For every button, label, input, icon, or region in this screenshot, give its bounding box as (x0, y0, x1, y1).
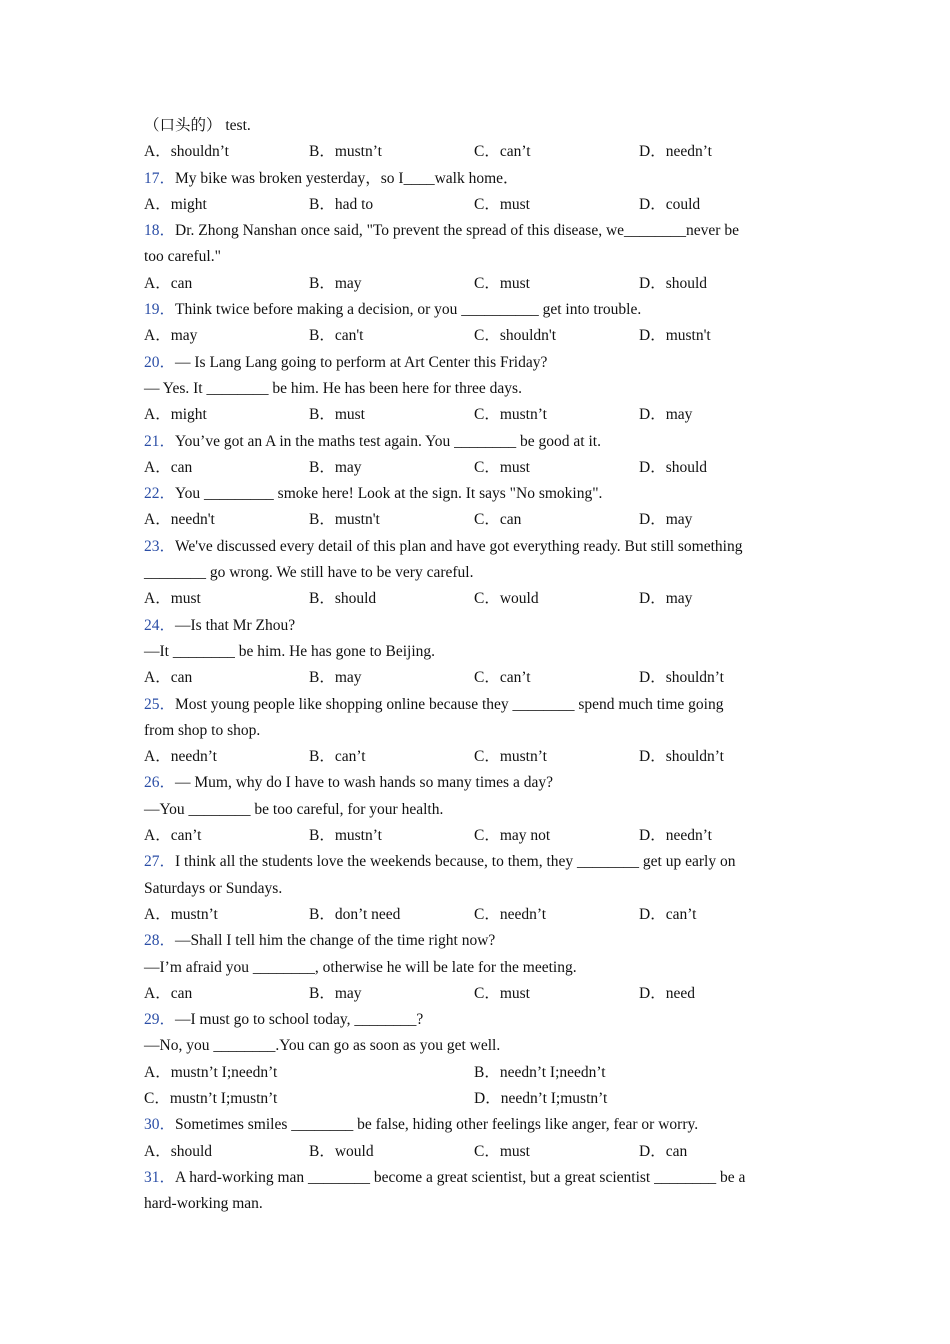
option: B．can’t (309, 748, 366, 766)
option: A．might (144, 406, 207, 424)
option: B．can't (309, 327, 364, 345)
option: D．should (639, 274, 708, 292)
options-row (144, 402, 804, 428)
question-stem-cont (144, 876, 804, 902)
option: B．don’t need (309, 905, 401, 923)
question-stem (144, 849, 804, 875)
question-stem (144, 481, 804, 507)
option: D．shouldn’t (639, 669, 724, 687)
options-row (144, 139, 804, 165)
question-20 (144, 350, 804, 429)
options-row (144, 586, 804, 612)
question-number: 27． (144, 853, 176, 871)
question-text: —Is that Mr Zhou? (175, 616, 296, 634)
question-stem (144, 692, 804, 718)
option: C．must (474, 458, 530, 476)
option: C．may not (474, 827, 551, 845)
option: D．should (639, 458, 708, 476)
option: C．must (474, 1142, 530, 1160)
option: C．needn’t (474, 905, 547, 923)
question-text: —No, you ________.You can go as soon as you get well. (144, 1037, 501, 1055)
option: D．mustn't (639, 327, 711, 345)
option: D．may (639, 511, 693, 529)
options-row (144, 192, 804, 218)
option: D．can’t (639, 905, 697, 923)
option: A．can’t (144, 827, 202, 845)
question-18 (144, 218, 804, 297)
option: C．shouldn't (474, 327, 557, 345)
question-number: 22． (144, 485, 176, 503)
option: A．needn’t (144, 748, 217, 766)
option: D．could (639, 195, 701, 213)
question-text: —I’m afraid you ________, otherwise he will be late for the meeting. (144, 958, 577, 976)
option: C．mustn’t I;mustn’t (144, 1089, 278, 1107)
option: D．may (639, 590, 693, 608)
question-23 (144, 534, 804, 613)
question-30 (144, 1112, 804, 1165)
question-stem-cont (144, 955, 804, 981)
option: D．needn’t (639, 143, 712, 161)
option: A．shouldn’t (144, 143, 229, 161)
question-number: 19． (144, 301, 176, 319)
options-row (144, 981, 804, 1007)
question-text: too careful." (144, 248, 221, 266)
question-stem (144, 1007, 804, 1033)
question-text: — Yes. It ________ be him. He has been here for three days. (144, 379, 522, 397)
option: B．mustn’t (309, 143, 382, 161)
option: C．must (474, 274, 530, 292)
option: B．may (309, 984, 362, 1002)
question-22 (144, 481, 804, 534)
option: A．mustn’t I;needn’t (144, 1063, 278, 1081)
option: A．can (144, 458, 193, 476)
option: D．needn’t (639, 827, 712, 845)
question-21 (144, 429, 804, 482)
option: B．may (309, 458, 362, 476)
question-text: —Shall I tell him the change of the time right now? (175, 932, 496, 950)
question-stem-cont (144, 639, 804, 665)
option: C．mustn’t (474, 748, 547, 766)
question-number: 28． (144, 932, 176, 950)
question-stem-cont (144, 1191, 804, 1217)
question-text: — Mum, why do I have to wash hands so many times a day? (175, 774, 553, 792)
options-row (144, 665, 804, 691)
question-text: We've discussed every detail of this plan and have got everything ready. But still something (175, 537, 743, 555)
option: D．shouldn’t (639, 748, 724, 766)
question-stem (144, 613, 804, 639)
question-text: — Is Lang Lang going to perform at Art Center this Friday? (175, 353, 548, 371)
option: C．can’t (474, 669, 531, 687)
question-text: Most young people like shopping online because they ________ spend much time going (175, 695, 724, 713)
question-stem (144, 297, 804, 323)
question-stem-cont (144, 1033, 804, 1059)
question-31 (144, 1165, 804, 1218)
option: D．needn’t I;mustn’t (474, 1089, 608, 1107)
question-stem (144, 770, 804, 796)
question-number: 30． (144, 1116, 176, 1134)
question-text: Sometimes smiles ________ be false, hiding other feelings like anger, fear or worry. (175, 1116, 699, 1134)
question-text: I think all the students love the weekends because, to them, they ________ get up early on (175, 853, 736, 871)
question-25 (144, 692, 804, 771)
question-text: Saturdays or Sundays. (144, 879, 283, 897)
option: A．may (144, 327, 198, 345)
question-number: 20． (144, 353, 176, 371)
question-24 (144, 613, 804, 692)
question-stem (144, 218, 804, 244)
question-text: My bike was broken yesterday，so I____walk home． (175, 169, 519, 187)
question-number: 24． (144, 616, 176, 634)
option: A．must (144, 590, 201, 608)
options-row (144, 744, 804, 770)
question-stem (144, 1165, 804, 1191)
option: B．mustn't (309, 511, 380, 529)
options-row (144, 1060, 804, 1086)
question-28 (144, 928, 804, 1007)
option: B．may (309, 669, 362, 687)
question-number: 21． (144, 432, 176, 450)
question-number: 31． (144, 1168, 176, 1186)
option: B．had to (309, 195, 374, 213)
option: B．may (309, 274, 362, 292)
option: B．would (309, 1142, 374, 1160)
options-row (144, 1086, 804, 1112)
option: A．can (144, 274, 193, 292)
question-19 (144, 297, 804, 350)
option: B．mustn’t (309, 827, 382, 845)
option: A．should (144, 1142, 213, 1160)
options-row (144, 902, 804, 928)
question-stem (144, 1112, 804, 1138)
question-text: —It ________ be him. He has gone to Beijing. (144, 642, 436, 660)
option: B．needn’t I;needn’t (474, 1063, 606, 1081)
question-stem (144, 534, 804, 560)
question-stem (144, 429, 804, 455)
question-text: A hard-working man ________ become a great scientist, but a great scientist ________ be a (175, 1168, 746, 1186)
question-stem (144, 166, 804, 192)
question-stem-cont (144, 560, 804, 586)
question-text: Think twice before making a decision, or you __________ get into trouble. (175, 301, 642, 319)
question-number: 25． (144, 695, 176, 713)
option: C．must (474, 195, 530, 213)
question-number: 29． (144, 1011, 176, 1029)
question-text: ________ go wrong. We still have to be very careful. (144, 564, 474, 582)
question-number: 23． (144, 537, 176, 555)
option: A．can (144, 984, 193, 1002)
question-list (144, 113, 804, 1217)
question-16-continuation: （口头的） test. (144, 117, 251, 134)
question-stem-cont (144, 244, 804, 270)
question-26 (144, 770, 804, 849)
question-text: from shop to shop. (144, 721, 261, 739)
option: A．might (144, 195, 207, 213)
question-stem-cont (144, 376, 804, 402)
question-number: 18． (144, 222, 176, 240)
options-row (144, 823, 804, 849)
options-row (144, 507, 804, 533)
option: C．would (474, 590, 539, 608)
option: C．can (474, 511, 522, 529)
question-number: 26． (144, 774, 176, 792)
option: D．may (639, 406, 693, 424)
option: B．must (309, 406, 365, 424)
question-17 (144, 166, 804, 219)
question-stem-cont (144, 797, 804, 823)
option: C．must (474, 984, 530, 1002)
question-text: hard-working man. (144, 1195, 263, 1213)
option: A．needn't (144, 511, 215, 529)
question-29 (144, 1007, 804, 1112)
options-row (144, 323, 804, 349)
question-text: —You ________ be too careful, for your health. (144, 800, 444, 818)
question-text: You’ve got an A in the maths test again. You ________ be good at it. (175, 432, 601, 450)
question-27 (144, 849, 804, 928)
option: D．can (639, 1142, 688, 1160)
question-text: You _________ smoke here! Look at the sign. It says "No smoking". (175, 485, 603, 503)
question-text: —I must go to school today, ________? (175, 1011, 424, 1029)
option: C．mustn’t (474, 406, 547, 424)
question-number: 17． (144, 169, 176, 187)
option: A．can (144, 669, 193, 687)
options-row (144, 1139, 804, 1165)
question-text: Dr. Zhong Nanshan once said, "To prevent the spread of this disease, we________never be (175, 222, 739, 240)
option: A．mustn’t (144, 905, 218, 923)
options-row (144, 455, 804, 481)
option: C．can’t (474, 143, 531, 161)
option: D．need (639, 984, 695, 1002)
options-row (144, 271, 804, 297)
question-stem (144, 928, 804, 954)
option: B．should (309, 590, 377, 608)
question-stem (144, 350, 804, 376)
question-stem-cont (144, 718, 804, 744)
